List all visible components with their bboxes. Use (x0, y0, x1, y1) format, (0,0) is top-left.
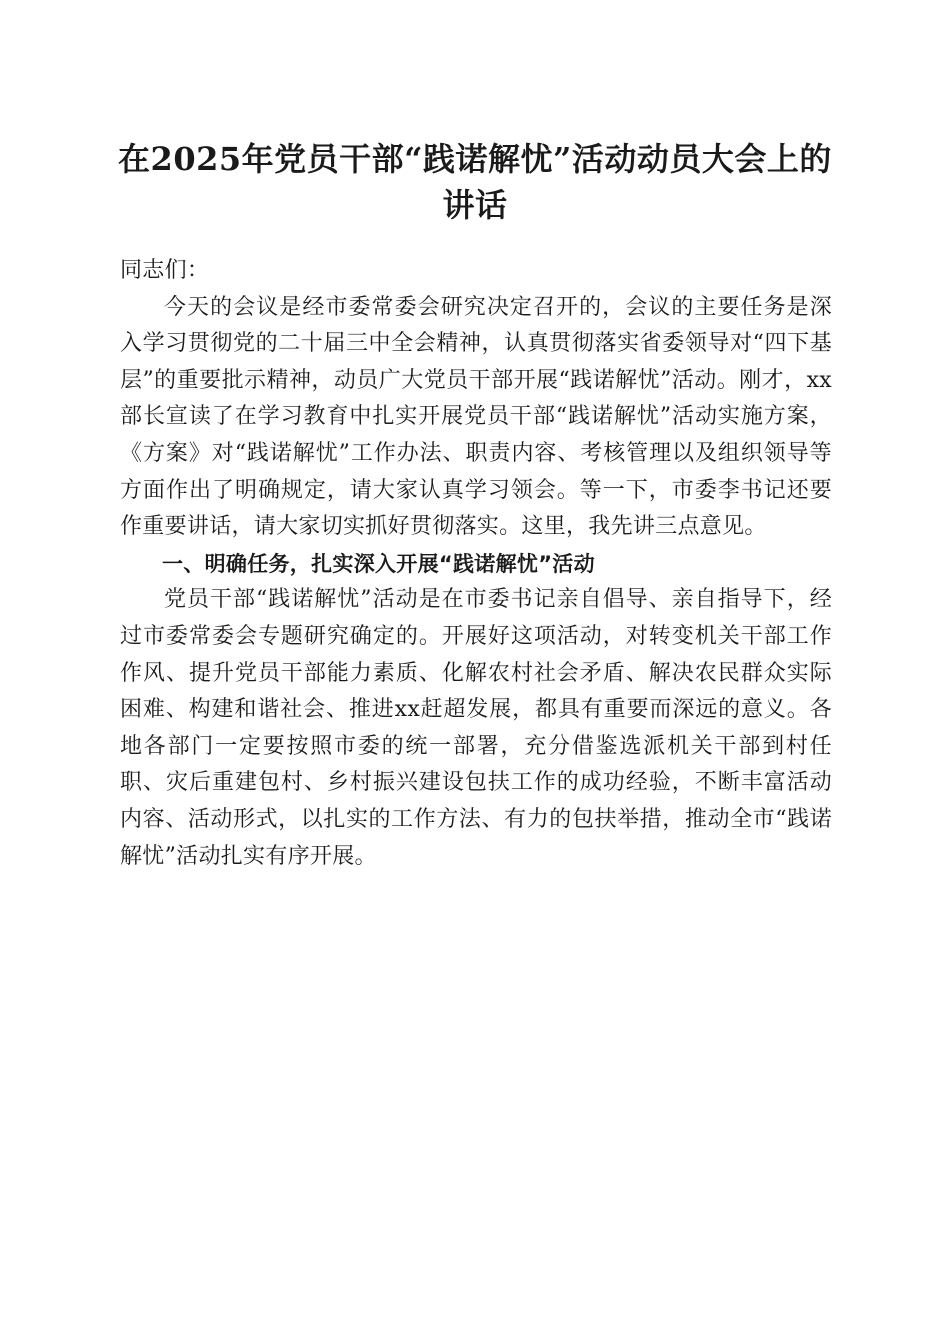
paragraph-intro: 今天的会议是经市委常委会研究决定召开的，会议的主要任务是深入学习贯彻党的二十届三中全会精神，认真贯彻落实省委领导对“四下基层”的重要批示精神，动员广大党员干部开展“践诺解忧”活动。刚才，xx部长宣读了在学习教育中扎实开展党员干部“践诺解忧”活动实施方案，《方案》对“践诺解忧”工作办法、职责内容、考核管理以及组织领导等方面作出了明确规定，请大家认真学习领会。等一下，市委李书记还要作重要讲话，请大家切实抓好贯彻落实。这里，我先讲三点意见。 (120, 294, 832, 540)
section-heading-1: 一、明确任务，扎实深入开展“践诺解忧”活动 (162, 551, 595, 576)
document-body (120, 253, 832, 875)
salutation: 同志们： (120, 258, 210, 283)
document-title: 在2025年党员干部“践诺解忧”活动动员大会上的讲话 (118, 140, 832, 224)
paragraph-section-1: 党员干部“践诺解忧”活动是在市委书记亲自倡导、亲自指导下，经过市委常委会专题研究确定的。开展好这项活动，对转变机关干部工作作风、提升党员干部能力素质、化解农村社会矛盾、解决农民群众实际困难、构建和谐社会、推进xx赶超发展，都具有重要而深远的意义。各地各部门一定要按照市委的统一部署，充分借鉴选派机关干部到村任职、灾后重建包村、乡村振兴建设包扶工作的成功经验，不断丰富活动内容、活动形式，以扎实的工作方法、有力的包扶举措，推动全市“践诺解忧”活动扎实有序开展。 (120, 587, 832, 869)
